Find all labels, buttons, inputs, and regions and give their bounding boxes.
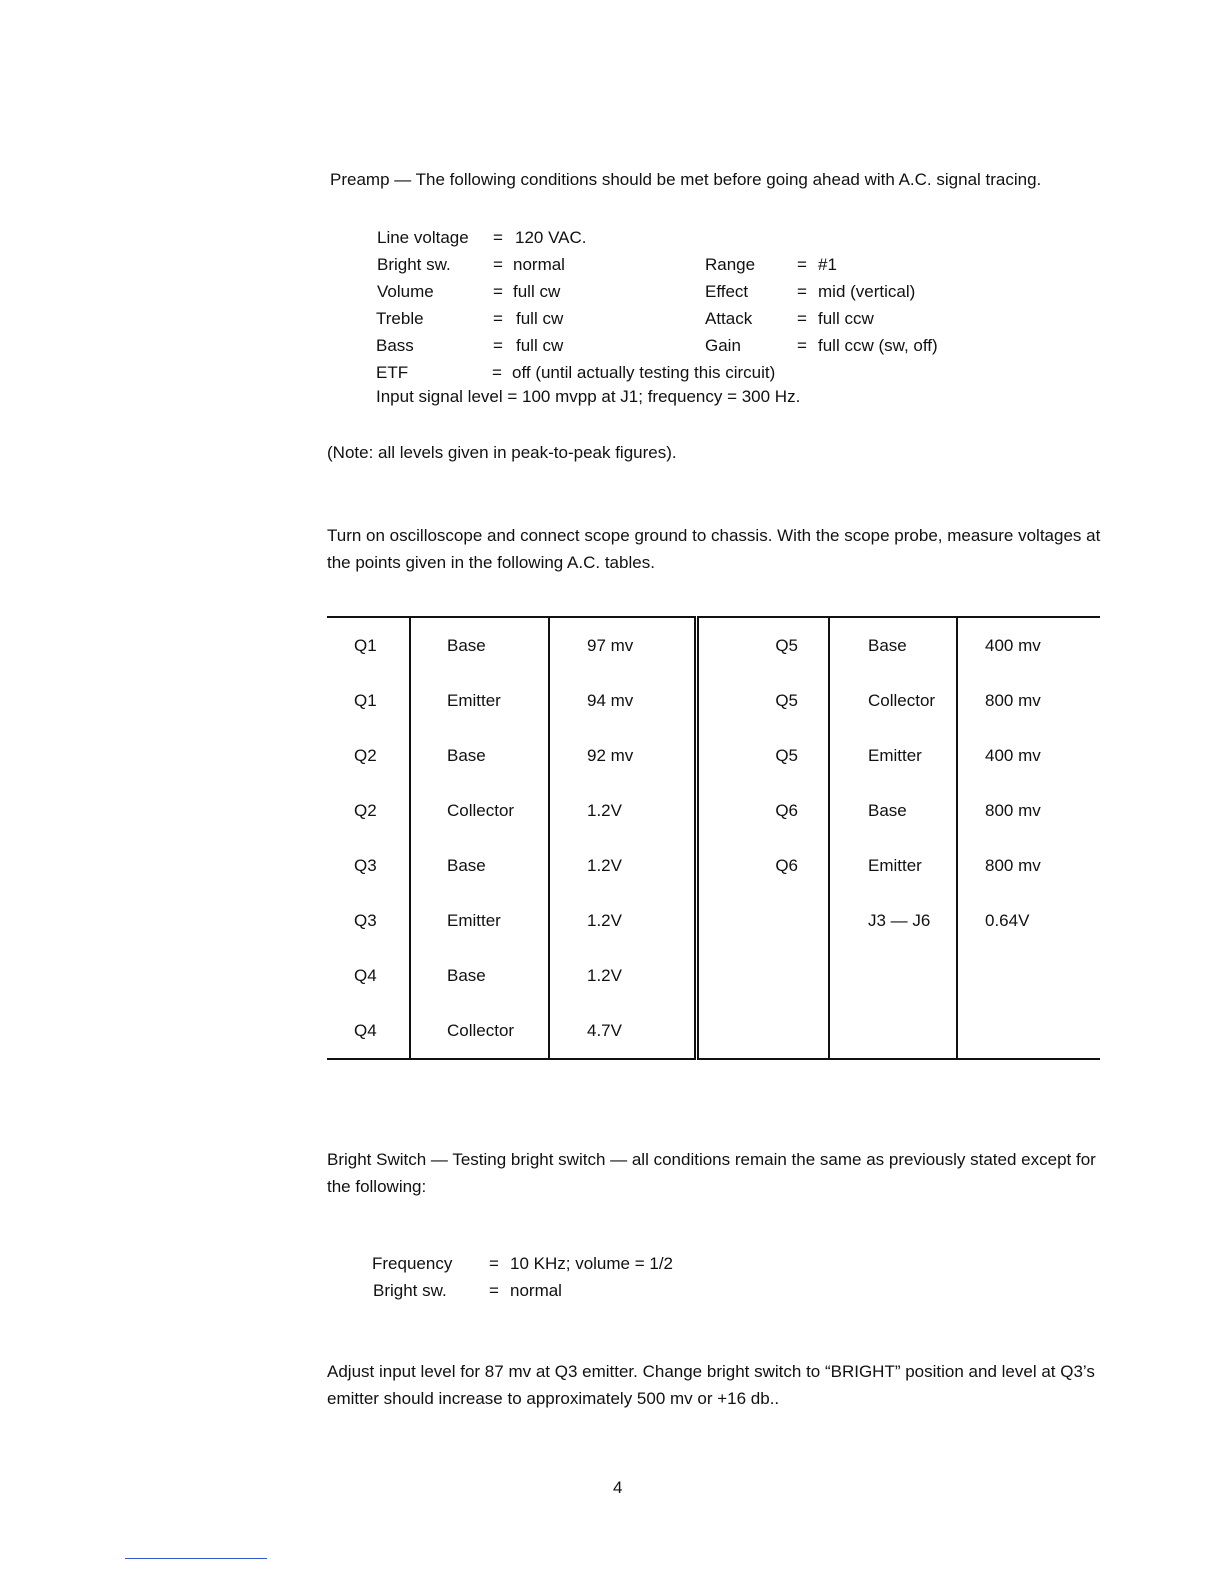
table-cell: Q5 [696, 728, 829, 783]
table-cell: Base [829, 783, 957, 838]
footnote-divider [125, 1558, 267, 1559]
table-row [327, 893, 1100, 948]
table-cell: Base [410, 728, 549, 783]
condition-label: Bright sw. [373, 1281, 447, 1300]
table-cell: Base [410, 838, 549, 893]
condition-equals: = [797, 309, 807, 328]
condition-label: Line voltage [377, 228, 469, 247]
condition-equals: = [493, 255, 503, 274]
table-cell: Q2 [354, 745, 377, 765]
table-cell: Base [829, 617, 957, 673]
table-cell: Base [410, 617, 549, 673]
condition-value: 10 KHz; volume = 1/2 [510, 1254, 674, 1273]
table-cell: 800 mv [957, 838, 1100, 893]
table-cell [829, 948, 957, 1003]
condition-value: full cw [516, 309, 564, 328]
condition-label: Effect [705, 282, 749, 301]
condition-label: ETF [376, 363, 409, 382]
ac-voltage-table [327, 616, 1100, 1060]
table-cell: Q1 [354, 690, 377, 710]
table-cell: Emitter [829, 728, 957, 783]
bright-switch-paragraph: Bright Switch — Testing bright switch — all conditions remain the same as previously stated except for the following: [327, 1150, 1096, 1196]
table-cell: Q3 [354, 910, 377, 930]
table-row [327, 673, 1100, 728]
table-cell: 0.64V [957, 893, 1100, 948]
condition-value: full cw [513, 282, 561, 301]
table-cell: Q4 [354, 965, 377, 985]
table-cell: Q6 [696, 838, 829, 893]
condition-label: Bright sw. [377, 255, 451, 274]
table-row [327, 1003, 1100, 1059]
table-cell: 97 mv [549, 617, 696, 673]
table-cell: 1.2V [549, 948, 696, 1003]
table-cell: 1.2V [549, 838, 696, 893]
table-cell: Collector [829, 673, 957, 728]
condition-equals: = [797, 255, 807, 274]
table-cell: Q2 [354, 800, 377, 820]
condition-value: full cw [516, 336, 564, 355]
condition-label: Gain [705, 336, 741, 355]
table-cell: 92 mv [549, 728, 696, 783]
table-cell: Emitter [829, 838, 957, 893]
condition-equals: = [493, 282, 503, 301]
condition-equals: = [493, 228, 503, 247]
condition-value: #1 [818, 255, 837, 274]
table-cell: 1.2V [549, 783, 696, 838]
condition-equals: = [493, 309, 503, 328]
condition-equals: = [493, 336, 503, 355]
table-cell: 4.7V [549, 1003, 696, 1059]
table-cell: Emitter [410, 673, 549, 728]
condition-value: off (until actually testing this circuit) [512, 363, 776, 382]
table-cell [829, 1003, 957, 1059]
condition-equals: = [492, 363, 502, 382]
table-cell [957, 1003, 1100, 1059]
condition-value: full ccw [818, 309, 874, 328]
table-cell [957, 948, 1100, 1003]
condition-equals: = [489, 1254, 499, 1273]
table-cell: 94 mv [549, 673, 696, 728]
table-row [327, 838, 1100, 893]
condition-label: Volume [377, 282, 434, 301]
condition-label: Bass [376, 336, 414, 355]
table-row [327, 617, 1100, 673]
input-signal-line: Input signal level = 100 mvpp at J1; frequency = 300 Hz. [376, 387, 801, 406]
table-cell: 400 mv [957, 728, 1100, 783]
condition-value: 120 VAC. [515, 228, 587, 247]
table-cell: 800 mv [957, 783, 1100, 838]
condition-equals: = [797, 336, 807, 355]
table-cell: Q5 [696, 617, 829, 673]
table-cell [696, 1003, 829, 1059]
condition-value: full ccw (sw, off) [818, 336, 938, 355]
condition-label: Treble [376, 309, 424, 328]
condition-equals: = [489, 1281, 499, 1300]
table-cell: 400 mv [957, 617, 1100, 673]
table-row [327, 948, 1100, 1003]
condition-equals: = [797, 282, 807, 301]
table-cell [696, 948, 829, 1003]
condition-label: Attack [705, 309, 753, 328]
condition-value: normal [513, 255, 565, 274]
table-cell: Q1 [354, 635, 377, 655]
adjust-paragraph: Adjust input level for 87 mv at Q3 emitter. Change bright switch to “BRIGHT” position and level at Q3’s emitter should increase to approximately 500 mv or +16 db.. [327, 1362, 1095, 1408]
note-line: (Note: all levels given in peak-to-peak figures). [327, 443, 677, 462]
table-cell: Q3 [354, 855, 377, 875]
table-cell: Emitter [410, 893, 549, 948]
table-cell: Base [410, 948, 549, 1003]
table-cell: Q4 [354, 1020, 377, 1040]
table-cell: 800 mv [957, 673, 1100, 728]
table-cell: 1.2V [549, 893, 696, 948]
table-cell: Q5 [696, 673, 829, 728]
table-cell: Collector [410, 1003, 549, 1059]
table-cell: J3 — J6 [829, 893, 957, 948]
condition-value: mid (vertical) [818, 282, 916, 301]
page-number: 4 [613, 1478, 623, 1497]
table-row [327, 783, 1100, 838]
intro-paragraph: Preamp — The following conditions should be met before going ahead with A.C. signal tracing. [330, 170, 1042, 189]
condition-value: normal [510, 1281, 562, 1300]
scope-instructions: Turn on oscilloscope and connect scope ground to chassis. With the scope probe, measure voltages at the points given in the following A.C. tables. [327, 526, 1101, 572]
table-cell: Collector [410, 783, 549, 838]
condition-label: Range [705, 255, 756, 274]
table-row [327, 728, 1100, 783]
table-cell: Q6 [696, 783, 829, 838]
table-cell [696, 893, 829, 948]
condition-label: Frequency [372, 1254, 453, 1273]
